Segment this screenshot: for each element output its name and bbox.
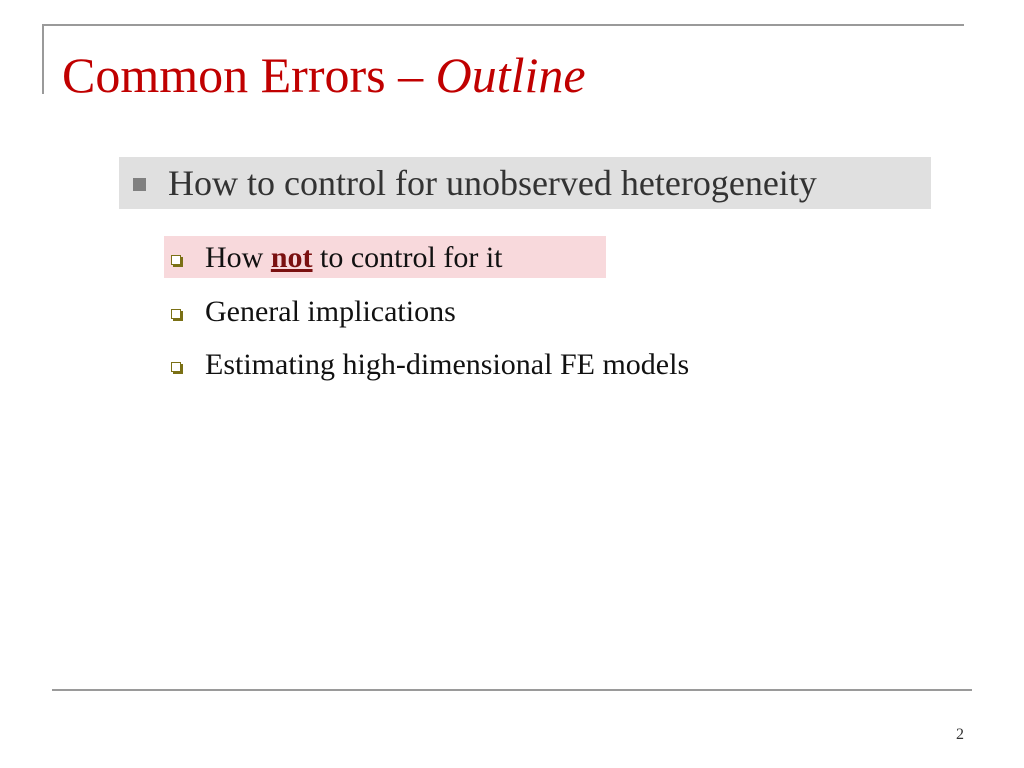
checkbox-bullet-icon: [171, 255, 181, 265]
slide-title-main: Common Errors –: [62, 47, 436, 103]
sub-item-highlighted: [164, 236, 606, 278]
page-number: 2: [956, 726, 964, 743]
sub-item: [164, 343, 690, 385]
square-bullet-icon: [133, 178, 146, 191]
slide-frame-left-line: [42, 24, 44, 94]
sub-item-suffix: to control for it: [312, 241, 503, 274]
sub-item-prefix: How: [205, 241, 271, 274]
checkbox-bullet-icon: [171, 309, 181, 319]
slide-frame-top-line: [42, 24, 964, 26]
slide-title-italic: Outline: [435, 47, 586, 103]
footer-divider: [52, 689, 972, 691]
checkbox-bullet-icon: [171, 362, 181, 372]
sub-item-text: Estimating high-dimensional FE models: [205, 348, 690, 381]
slide-title: [62, 40, 586, 110]
bullet-text: How to control for unobserved heterogeneity: [168, 163, 817, 203]
bullet-item-highlighted: [119, 157, 931, 209]
sub-item-text: General implications: [205, 295, 456, 328]
sub-item-emphasis: not: [270, 241, 313, 274]
sub-item: [164, 290, 606, 332]
sub-item-text: [205, 238, 503, 278]
